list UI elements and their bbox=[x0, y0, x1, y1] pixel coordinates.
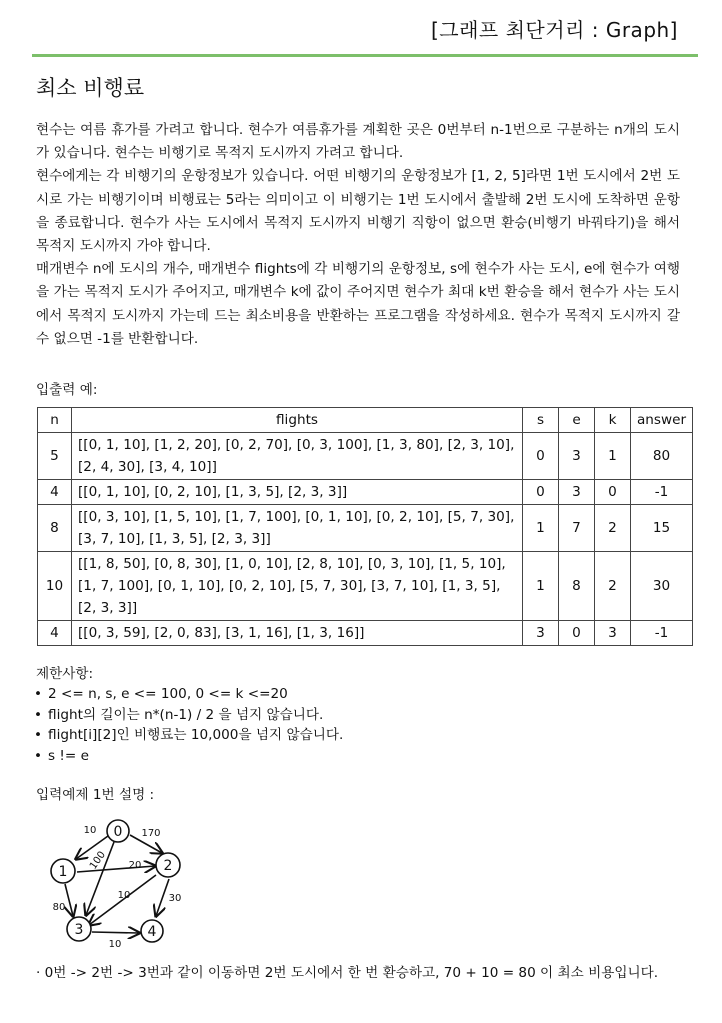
list-item: • flight[i][2]인 비행료는 10,000을 넘지 않습니다. bbox=[34, 725, 343, 746]
io-example-table bbox=[37, 407, 693, 646]
list-item: • s != e bbox=[34, 746, 343, 767]
edge-label: 100 bbox=[87, 849, 108, 872]
paragraph: 매개변수 n에 도시의 개수, 매개변수 flights에 각 비행기의 운항정보, s에 현수가 사는 도시, e에 현수가 여행을 가는 목적지 도시가 주어지고, 매개변수 k에 값이 주어지면 현수가 최대 k번 환승을 해서 현수가 사는 도시에서 목적지 도시까지 가는데 드는 최소비용을 반환하는 프로그램을 작성하세요. 현수가 목적지 도시까지 갈 수 없으면 -1를 반환합니다. bbox=[36, 261, 680, 347]
edge-1-3 bbox=[65, 884, 73, 916]
cell-n: 10 bbox=[38, 552, 72, 621]
constraints-list bbox=[34, 684, 343, 766]
edge-3-4 bbox=[92, 932, 139, 933]
table-row bbox=[38, 480, 693, 505]
cell-s: 3 bbox=[523, 621, 559, 646]
cell-answer: 80 bbox=[631, 433, 693, 480]
cell-s: 0 bbox=[523, 480, 559, 505]
table-row bbox=[38, 433, 693, 480]
cell-s: 1 bbox=[523, 552, 559, 621]
column-header: flights bbox=[72, 408, 523, 433]
cell-n: 5 bbox=[38, 433, 72, 480]
node-label: 3 bbox=[74, 922, 84, 938]
list-item: • 2 <= n, s, e <= 100, 0 <= k <=20 bbox=[34, 684, 343, 705]
node-label: 4 bbox=[147, 924, 157, 940]
example-label: 입력예제 1번 설명 : bbox=[36, 787, 155, 803]
cell-e: 0 bbox=[559, 621, 595, 646]
edge-label: 10 bbox=[117, 890, 131, 901]
cell-e: 3 bbox=[559, 480, 595, 505]
chapter-header: [그래프 최단거리 : Graph] bbox=[430, 18, 678, 42]
edge-2-4 bbox=[156, 879, 169, 916]
edge-label: 30 bbox=[168, 893, 182, 904]
cell-k: 1 bbox=[595, 433, 631, 480]
cell-flights: [[0, 1, 10], [1, 2, 20], [0, 2, 70], [0, 3, 100], [1, 3, 80], [2, 3, 10], [2, 4, 30], [3, 4, 10]] bbox=[72, 433, 523, 480]
cell-s: 1 bbox=[523, 505, 559, 552]
paragraph: 현수는 여름 휴가를 가려고 합니다. 현수가 여름휴가를 계획한 곳은 0번부터 n-1번으로 구분하는 n개의 도시가 있습니다. 현수는 비행기로 목적지 도시까지 가려고 합니다. bbox=[36, 122, 680, 162]
node-label: 2 bbox=[163, 858, 173, 874]
cell-answer: -1 bbox=[631, 621, 693, 646]
cell-k: 2 bbox=[595, 505, 631, 552]
table-row bbox=[38, 505, 693, 552]
list-item: • flight의 길이는 n*(n-1) / 2 을 넘지 않습니다. bbox=[34, 705, 343, 726]
flight-graph bbox=[38, 812, 198, 952]
cell-e: 3 bbox=[559, 433, 595, 480]
constraints-label: 제한사항: bbox=[36, 666, 94, 682]
io-example-label: 입출력 예: bbox=[36, 382, 98, 398]
cell-flights: [[0, 3, 59], [2, 0, 83], [3, 1, 16], [1, 3, 16]] bbox=[72, 621, 523, 646]
example-explanation: · 0번 -> 2번 -> 3번과 같이 이동하면 2번 도시에서 한 번 환승하고, 70 + 10 = 80 이 최소 비용입니다. bbox=[36, 965, 659, 981]
cell-k: 0 bbox=[595, 480, 631, 505]
column-header: e bbox=[559, 408, 595, 433]
header-divider bbox=[32, 54, 698, 57]
cell-k: 3 bbox=[595, 621, 631, 646]
node-label: 0 bbox=[113, 824, 123, 840]
column-header: answer bbox=[631, 408, 693, 433]
cell-s: 0 bbox=[523, 433, 559, 480]
cell-n: 4 bbox=[38, 480, 72, 505]
cell-flights: [[1, 8, 50], [0, 8, 30], [1, 0, 10], [2, 8, 10], [0, 3, 10], [1, 5, 10], [1, 7, 100], [0, 1, 10], [0, 2, 10], [5, 7, 30], [3, 7, 10], [1, 3, 5], [2, 3, 3]] bbox=[72, 552, 523, 621]
cell-n: 4 bbox=[38, 621, 72, 646]
cell-answer: -1 bbox=[631, 480, 693, 505]
cell-k: 2 bbox=[595, 552, 631, 621]
column-header: n bbox=[38, 408, 72, 433]
edge-label: 170 bbox=[141, 828, 161, 839]
cell-e: 7 bbox=[559, 505, 595, 552]
cell-n: 8 bbox=[38, 505, 72, 552]
table-row bbox=[38, 552, 693, 621]
page-title: 최소 비행료 bbox=[36, 76, 145, 100]
node-label: 1 bbox=[58, 864, 68, 880]
cell-flights: [[0, 1, 10], [0, 2, 10], [1, 3, 5], [2, 3, 3]] bbox=[72, 480, 523, 505]
edge-label: 10 bbox=[108, 939, 122, 950]
column-header: s bbox=[523, 408, 559, 433]
edge-label: 20 bbox=[128, 860, 142, 871]
paragraph: 현수에게는 각 비행기의 운항정보가 있습니다. 어떤 비행기의 운항정보가 [1, 2, 5]라면 1번 도시에서 2번 도시로 가는 비행기이며 비행료는 5라는 의미이고 이 비행기는 1번 도시에서 출발해 2번 도시에 도착하면 운항을 종료합니다. 현수가 사는 도시에서 목적지 도시까지 비행기 직항이 없으면 환승(비행기 바꿔타기)을 해서 목적지 도시까지 가야 합니다. bbox=[36, 168, 680, 255]
cell-answer: 15 bbox=[631, 505, 693, 552]
edge-label: 80 bbox=[52, 902, 66, 913]
cell-e: 8 bbox=[559, 552, 595, 621]
cell-flights: [[0, 3, 10], [1, 5, 10], [1, 7, 100], [0, 1, 10], [0, 2, 10], [5, 7, 30], [3, 7, 10], [1, 3, 5], [2, 3, 3]] bbox=[72, 505, 523, 552]
table-header-row bbox=[38, 408, 693, 433]
column-header: k bbox=[595, 408, 631, 433]
problem-description bbox=[36, 119, 680, 351]
cell-answer: 30 bbox=[631, 552, 693, 621]
table-row bbox=[38, 621, 693, 646]
edge-label: 10 bbox=[83, 825, 97, 836]
